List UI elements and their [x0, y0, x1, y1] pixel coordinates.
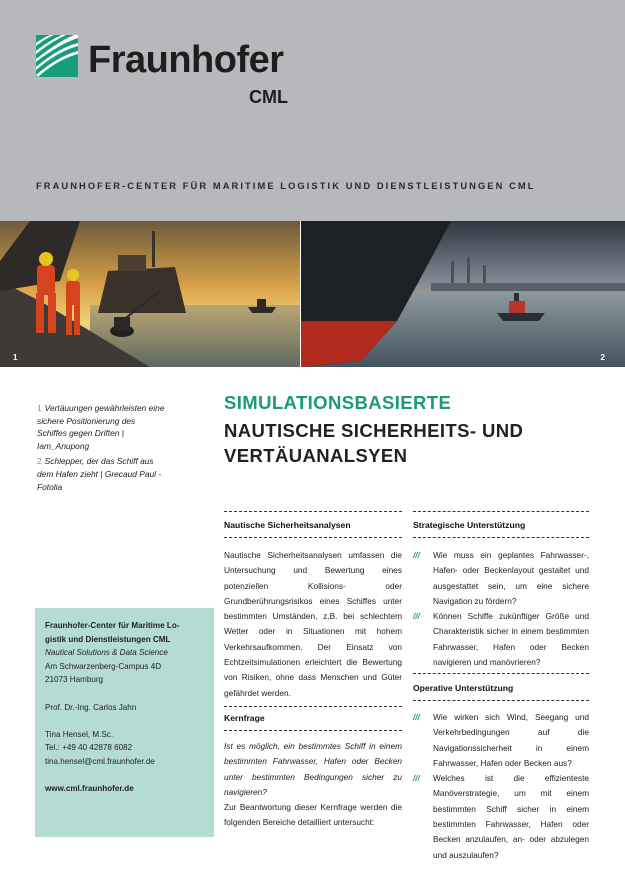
- title-green: SIMULATIONSBASIERTE: [224, 392, 452, 413]
- list-item: /// Welches ist die effizienteste Manöverstrategie, um mit einem bestimmten Schiff sicher in einem bestimmten Fahrwasser, Hafen oder Becken anzulaufen, an- oder abzulegen und auszulaufen?: [413, 773, 589, 860]
- contact-org-line-1: Fraunhofer-Center für Maritime Lo-: [45, 621, 180, 630]
- list-item: /// Wie wirken sich Wind, Seegang und Verkehrbedingungen auf die Navigationssicherheit in einem Fahrwasser, Hafen oder Becken aus?: [413, 712, 589, 768]
- divider: [224, 511, 402, 512]
- institute-line: FRAUNHOFER-CENTER FÜR MARITIME LOGISTIK UND DIENSTLEISTUNGEN CML: [36, 181, 536, 191]
- caption-2: 2 Schlepper, der das Schiff aus dem Hafen zieht | Grecaud Paul - Fotolia: [37, 456, 162, 492]
- contact-person: Tina Hensel, M.Sc.: [45, 729, 114, 739]
- caption-1: 1 Vertäuungen gewährleisten eine sichere Positionierung des Schiffes gegen Driften | Iam_Anupong: [37, 403, 165, 451]
- fraunhofer-logo-icon: [36, 35, 78, 77]
- contact-city: 21073 Hamburg: [45, 675, 104, 685]
- photo-number-2: 2: [600, 353, 605, 362]
- photo-tug: [301, 221, 625, 367]
- page-title: NAUTISCHE SICHERHEITS- UND VERTÄUANALSYEN: [224, 420, 524, 466]
- divider: [413, 537, 589, 538]
- contact-box: [35, 608, 214, 837]
- core-question-text: Ist es möglich, ein bestimmtes Schiff in einem bestimmten Fahrwasser, Hafen oder Becken unter bestimmten Bedingungen sicher zu navigieren? Zur Beantwortung dieser Kernfrage werden die folgenden Bereiche detailliert untersucht:: [224, 741, 402, 828]
- photo-captions: [37, 402, 167, 496]
- contact-head: Prof. Dr.-Ing. Carlos Jahn: [45, 702, 137, 712]
- divider: [413, 700, 589, 701]
- bullet-mark-icon: ///: [413, 551, 420, 560]
- divider: [224, 730, 402, 731]
- logo-name: Fraunhofer: [88, 39, 284, 81]
- list-item: /// Wie muss ein geplantes Fahrwasser-, Hafen- oder Beckenlayout gestaltet und ausgestattet sein, um eine sichere Navigation zu fördern?: [413, 550, 589, 606]
- list-item: /// Können Schiffe zukünftiger Größe und Charakteristik sicher in einem bestimmten Fahrwasser, Hafen oder Becken navigieren und manövrieren?: [413, 611, 589, 668]
- photo-mooring: [0, 221, 300, 367]
- section-heading-core-question: Kernfrage: [224, 713, 265, 723]
- header-band: [0, 0, 625, 221]
- section-heading-safety: Nautische Sicherheitsanalysen: [224, 520, 351, 530]
- strategic-bullets: [413, 548, 589, 670]
- contact-street: Am Schwarzenberg-Campus 4D: [45, 661, 162, 671]
- bullet-mark-icon: ///: [413, 774, 420, 784]
- bullet-mark-icon: ///: [413, 612, 420, 622]
- divider: [413, 673, 589, 674]
- contact-org-line-2: gistik und Dienstleistungen CML: [45, 634, 171, 644]
- contact-department: Nautical Solutions & Data Science: [45, 648, 168, 658]
- section-heading-operative: Operative Unterstützung: [413, 683, 514, 693]
- divider: [224, 706, 402, 707]
- logo-sub: CML: [249, 87, 288, 107]
- section-heading-strategic: Strategische Unterstützung: [413, 520, 526, 530]
- divider: [413, 511, 589, 512]
- operative-bullets: [413, 710, 589, 863]
- contact-email[interactable]: tina.hensel@cml.fraunhofer.de: [45, 756, 155, 766]
- photo-number-1: 1: [13, 353, 18, 362]
- contact-website[interactable]: www.cml.fraunhofer.de: [45, 784, 134, 794]
- safety-analysis-text: Nautische Sicherheitsanalysen umfassen die Untersuchung und Bewertung eines potenziellen Kollisions- oder Grundberührungsrisikos eines Schiffes unter bestimmten Umständen, z.B. bei schlechtem Wetter oder in Situationen mit hohem Verkehrsaufkommen. Der Einsatz von Echtzeitsimulationen erleichtert die Bewertung von Risiken, ohne dass Menschen und Güter gefährdet werden.: [224, 550, 402, 698]
- contact-phone: Tel.: +49 40 42878 6082: [45, 743, 133, 753]
- bullet-mark-icon: ///: [413, 713, 420, 722]
- divider: [224, 537, 402, 538]
